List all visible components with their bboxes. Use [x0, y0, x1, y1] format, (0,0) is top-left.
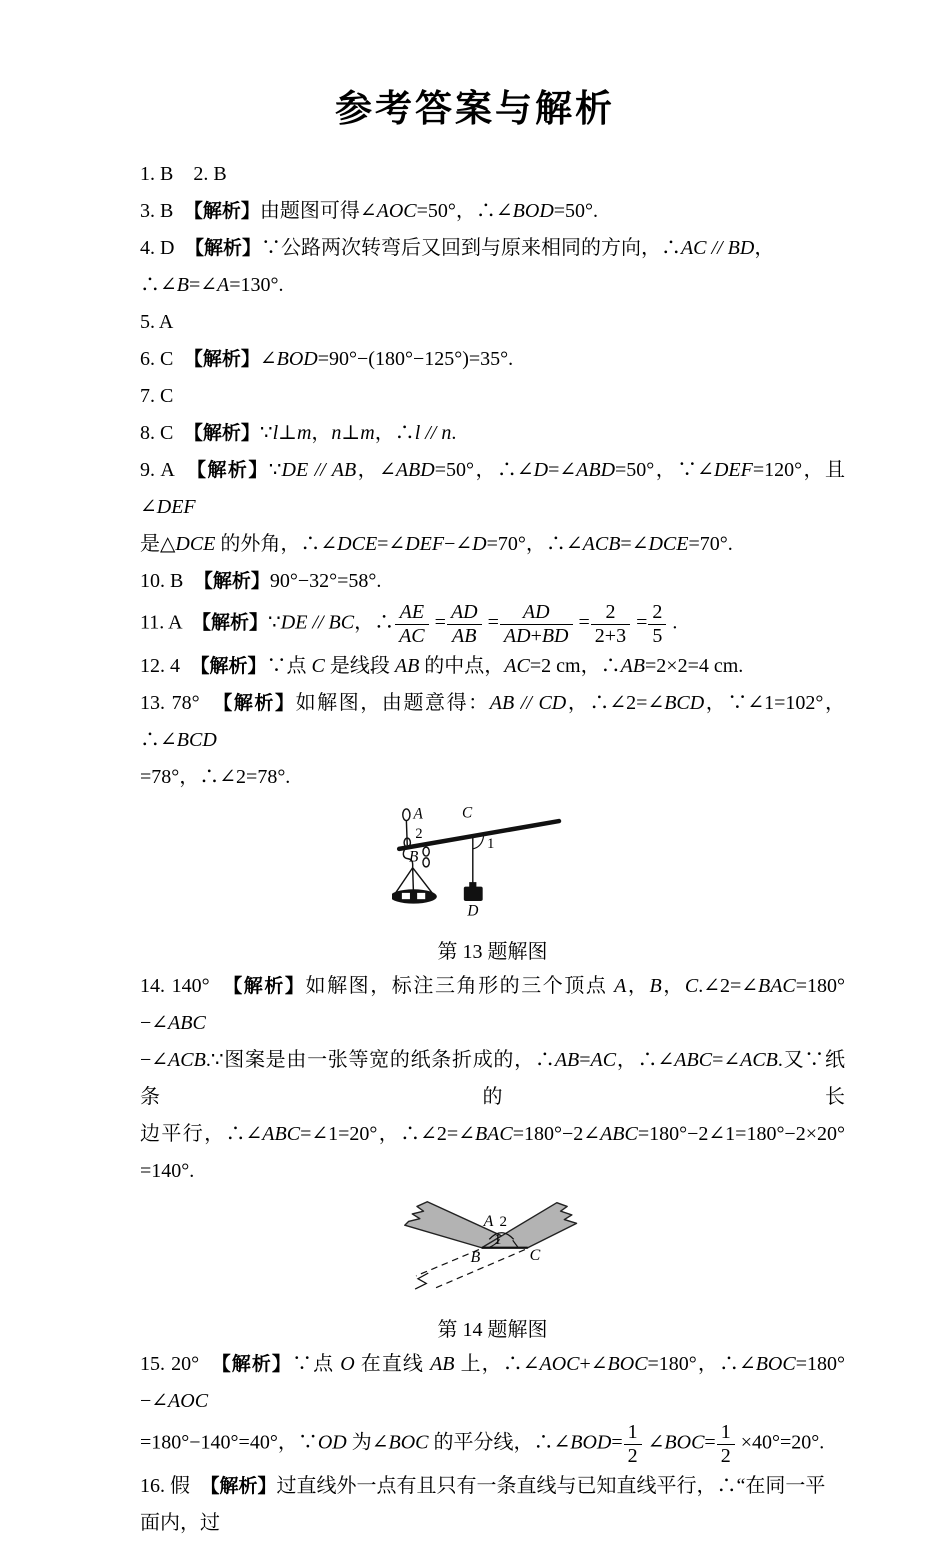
answer-line-13b: =78°，∴∠2=78°.	[140, 766, 291, 789]
weight-body	[463, 887, 482, 901]
answer-line-16: 16. 假 【解析】过直线外一点有且只有一条直线与已知直线平行，∴“在同一平面内，过	[140, 1474, 826, 1534]
answer-line-4: 4. D 【解析】∵公路两次转弯后又回到与原来相同的方向，∴AC // BD，∴∠B=∠A=130°.	[140, 237, 775, 297]
angle-1-arc	[472, 836, 483, 849]
figure-caption-q13: 第 13 题解图	[437, 941, 548, 964]
answer-line-13a: 13. 78° 【解析】如解图，由题意得：AB // CD，∴∠2=∠BCD，∵∠1=102°，∴∠BCD	[140, 692, 845, 752]
label-C: C	[461, 804, 472, 822]
answer-line-14d: =140°.	[140, 1160, 195, 1183]
label-A: A	[483, 1213, 493, 1231]
answer-line-15a: 15. 20° 【解析】∵点 O 在直线 AB 上，∴∠AOC+∠BOC=180°，∴∠BOC=180°−∠AOC	[140, 1353, 845, 1413]
answers-content	[140, 156, 845, 1542]
label-angle-2: 2	[499, 1214, 507, 1231]
label-A: A	[413, 805, 423, 823]
figure-caption-q14: 第 14 题解图	[437, 1319, 548, 1342]
label-B: B	[408, 848, 418, 866]
string-left	[406, 820, 407, 845]
answer-line-9b: 是△DCE 的外角，∴∠DCE=∠DEF−∠D=70°，∴∠ACB=∠DCE=70°.	[140, 533, 733, 556]
answer-line-6: 6. C 【解析】∠BOD=90°−(180°−125°)=35°.	[140, 348, 514, 371]
label-D: D	[466, 902, 478, 920]
answer-line-9a: 9. A 【解析】∵DE // AB，∠ABD=50°，∴∠D=∠ABD=50°，∵∠DEF=120°，且∠DEF	[140, 459, 845, 519]
answer-line-14a: 14. 140° 【解析】如解图，标注三角形的三个顶点 A，B，C.∠2=∠BAC=180°−∠ABC	[140, 975, 846, 1035]
pan-and-weight	[392, 882, 483, 904]
beam-line	[399, 821, 559, 849]
label-angle-1: 1	[493, 1232, 501, 1249]
zigzag-arrow	[415, 1273, 428, 1289]
scale-pan	[392, 889, 437, 903]
label-angle-2: 2	[414, 826, 423, 843]
figure-q14	[140, 1198, 845, 1342]
hook-ring-mid-upper	[422, 847, 428, 856]
label-C: C	[529, 1247, 540, 1265]
label-angle-1: 1	[486, 836, 494, 853]
answer-line-12: 12. 4 【解析】∵点 C 是线段 AB 的中点，AC=2 cm，∴AB=2×2=4 cm.	[140, 655, 744, 678]
answer-line-10: 10. B 【解析】90°−32°=58°.	[140, 570, 382, 593]
folded-paper-strip-diagram	[399, 1198, 587, 1305]
answer-line-7: 7. C	[140, 385, 174, 408]
answer-sheet-page	[0, 88, 950, 1534]
pan-highlight-right	[417, 893, 425, 899]
dashed-hidden-edge-1	[416, 1250, 479, 1276]
answer-line-8: 8. C 【解析】∵l⊥m，n⊥m，∴l // n.	[140, 422, 457, 445]
figure-q13	[140, 804, 845, 964]
answer-line-15b: =180°−140°=40°，∵OD 为∠BOC 的平分线，∴∠BOD= $\frac{1}{2}$ ∠BOC= $\frac{1}{2}$ ×40°=20°.	[140, 1421, 825, 1467]
answer-line-5: 5. A	[140, 311, 174, 334]
hook-ring-mid-lower	[422, 858, 428, 867]
answer-line-1-2: 1. B 2. B	[140, 163, 227, 186]
answer-line-11: 11. A 【解析】∵DE // BC，∴ $\frac{AE}{AC}$ = $\frac{AD}{AB}$ = $\frac{AD}{AD+BD}$ = $\frac{2}{2+3}$ = $\frac{2}{5}$ .	[140, 601, 678, 647]
hook-ring-top	[402, 809, 409, 821]
label-B: B	[469, 1248, 480, 1266]
answer-line-14b: −∠ACB.∵图案是由一张等宽的纸条折成的，∴AB=AC，∴∠ABC=∠ACB.又∵纸条的长	[140, 1049, 846, 1109]
answer-line-3: 3. B 【解析】由题图可得∠AOC=50°，∴∠BOD=50°.	[140, 200, 599, 223]
pan-highlight-left	[401, 893, 409, 899]
page-title: 参考答案与解析	[335, 89, 615, 130]
answer-line-14c: 边平行，∴∠ABC=∠1=20°，∴∠2=∠BAC=180°−2∠ABC=180°−2∠1=180°−2×20°	[140, 1123, 845, 1146]
steelyard-balance-diagram	[392, 804, 594, 927]
